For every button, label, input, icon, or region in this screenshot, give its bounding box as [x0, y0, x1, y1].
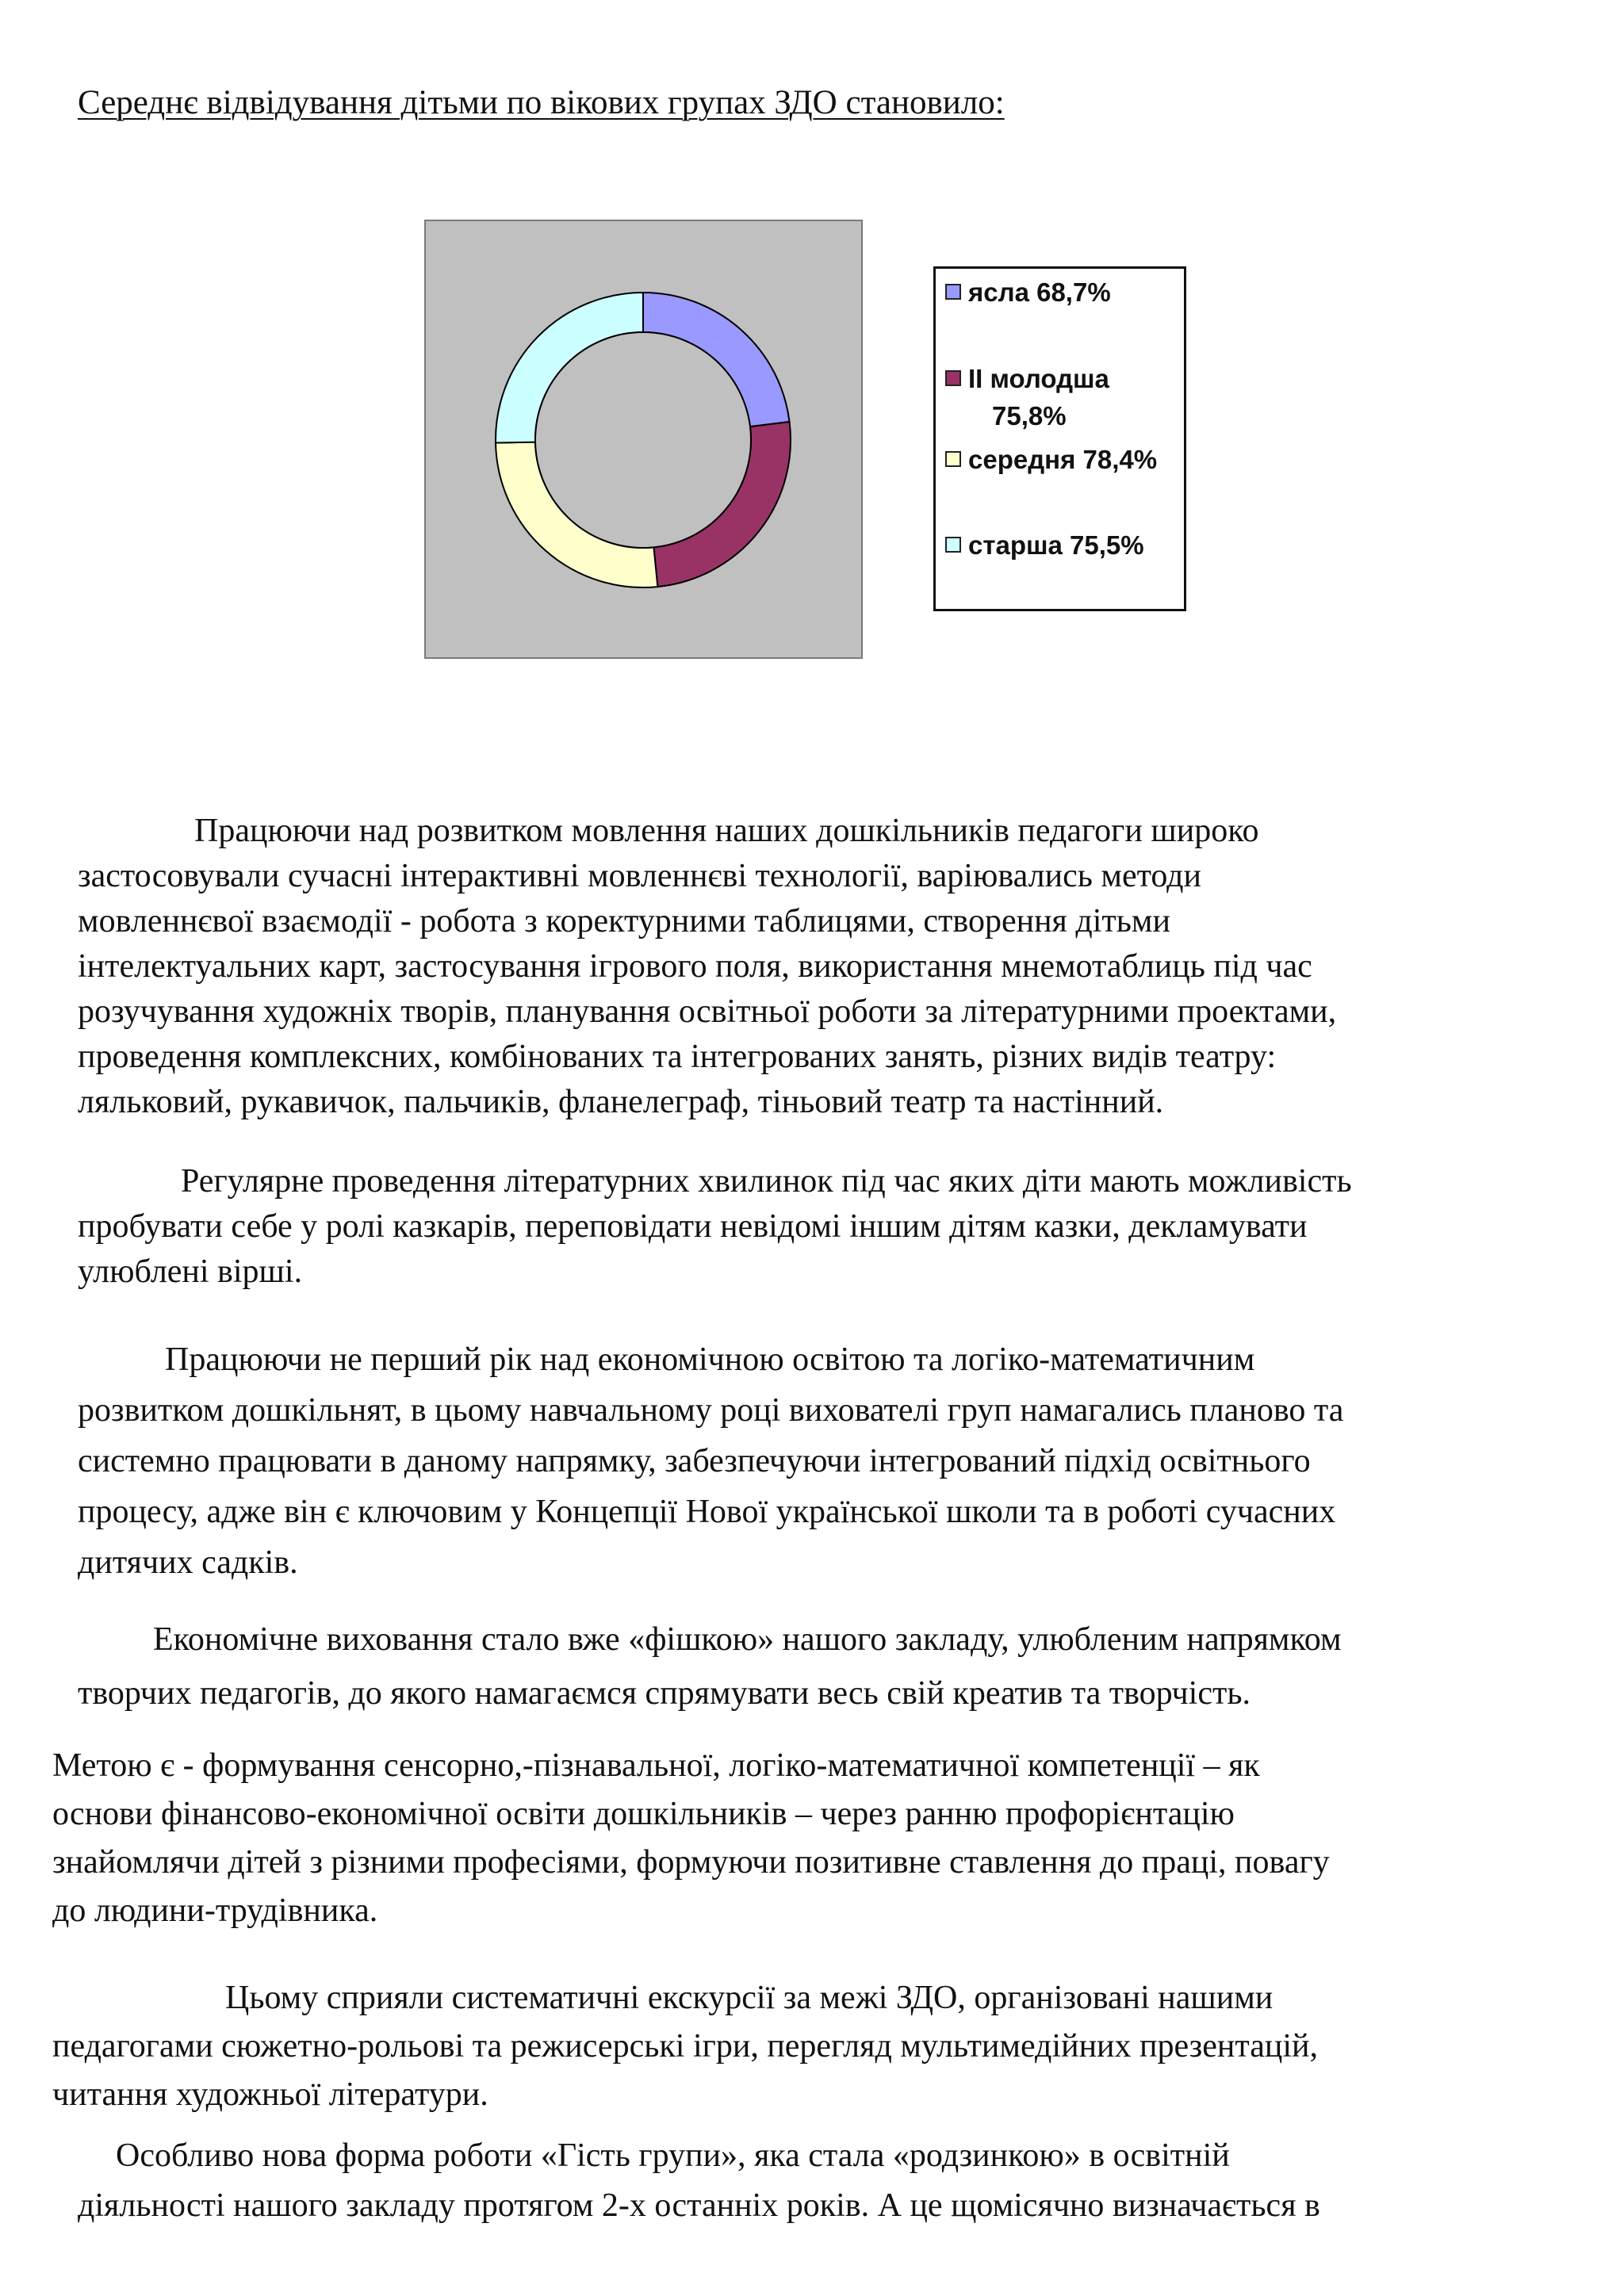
paragraph-goal: [52, 1742, 1543, 1935]
paragraph-literary-minutes: [78, 1159, 1568, 1295]
legend-label: ясла 68,7%: [968, 277, 1111, 307]
paragraph-speech-development: [78, 809, 1568, 1125]
text-line: творчих педагогів, до якого намагаємся спрямувати весь свій креатив та творчість.: [78, 1675, 1251, 1712]
text-line: проведення комплексних, комбінованих та інтегрованих занять, різних видів театру:: [78, 1039, 1277, 1075]
donut-chart: [426, 221, 861, 657]
legend-label: старша 75,5%: [968, 530, 1144, 560]
paragraph-excursions: [52, 1974, 1543, 2119]
text-line: ляльковий, рукавичок, пальчиків, фланелеграф, тіньовий театр та настінний.: [78, 1084, 1164, 1120]
text-line: основи фінансово-економічної освіти дошкільників – через ранню профорієнтацію: [52, 1796, 1235, 1832]
donut-hole: [535, 332, 751, 548]
text-line: Економічне виховання стало вже «фішкою» нашого закладу, улюбленим напрямком: [153, 1621, 1342, 1658]
legend-label: середня 78,4%: [968, 445, 1158, 474]
paragraph-economic-education: [78, 1334, 1568, 1588]
text-line: Цьому сприяли систематичні екскурсії за межі ЗДО, організовані нашими: [225, 1980, 1274, 2016]
legend-item-junior: [945, 360, 1182, 434]
text-line: педагогами сюжетно-рольові та режисерські ігри, перегляд мультимедійних презентацій,: [52, 2028, 1318, 2064]
text-line: розвитком дошкільнят, в цьому навчальному році вихователі груп намагались планово та: [78, 1392, 1344, 1429]
legend-item-nursery: [945, 274, 1182, 311]
legend-item-senior: [945, 526, 1182, 564]
text-line: Працюючи над розвитком мовлення наших дошкільників педагоги широко: [194, 813, 1259, 849]
text-line: Регулярне проведення літературних хвилинок під час яких діти мають можливість: [181, 1163, 1352, 1200]
text-line: системно працювати в даному напрямку, забезпечуючи інтегрований підхід освітнього: [78, 1443, 1311, 1479]
legend-swatch: [945, 537, 961, 553]
text-line: застосовували сучасні інтерактивні мовленнєві технології, варіювались методи: [78, 858, 1202, 894]
legend-swatch: [945, 370, 961, 386]
attendance-chart: [424, 220, 863, 659]
chart-heading: Середнє відвідування дітьми по вікових групах ЗДО становило:: [78, 84, 1005, 121]
text-line: Особливо нова форма роботи «Гість групи», яка стала «родзинкою» в освітній: [116, 2137, 1230, 2174]
text-line: знайомлячи дітей з різними професіями, формуючи позитивне ставлення до праці, повагу: [52, 1844, 1330, 1881]
legend-label: II молодша 75,8%: [968, 364, 1109, 430]
text-line: читання художньої літератури.: [52, 2076, 488, 2113]
text-line: дитячих садків.: [78, 1544, 298, 1581]
text-line: мовленнєвої взаємодії - робота з коректурними таблицями, створення дітьми: [78, 903, 1170, 939]
legend-swatch: [945, 451, 961, 467]
paragraph-economic-upbringing: [78, 1613, 1568, 1720]
chart-legend: [933, 266, 1186, 611]
text-line: розучування художніх творів, планування освітньої роботи за літературними проектами,: [78, 993, 1337, 1030]
text-line: пробувати себе у ролі казкарів, переповідати невідомі іншим дітям казки, декламувати: [78, 1208, 1308, 1245]
text-line: інтелектуальних карт, застосування ігрового поля, використання мнемотаблиць під час: [78, 948, 1312, 985]
text-line: до людини-трудівника.: [52, 1892, 378, 1929]
text-line: процесу, адже він є ключовим у Концепції Нової української школи та в роботі сучасних: [78, 1494, 1336, 1530]
text-line: улюблені вірші.: [78, 1253, 303, 1290]
paragraph-guest-of-group: [78, 2131, 1568, 2231]
legend-swatch: [945, 284, 961, 300]
text-line: діяльності нашого закладу протягом 2-х останніх років. А це щомісячно визначається в: [78, 2187, 1320, 2224]
text-line: Працюючи не перший рік над економічною освітою та логіко-математичним: [165, 1341, 1255, 1378]
legend-item-middle: [945, 441, 1182, 478]
text-line: Метою є - формування сенсорно,-пізнавальної, логіко-математичної компетенції – як: [52, 1747, 1260, 1784]
